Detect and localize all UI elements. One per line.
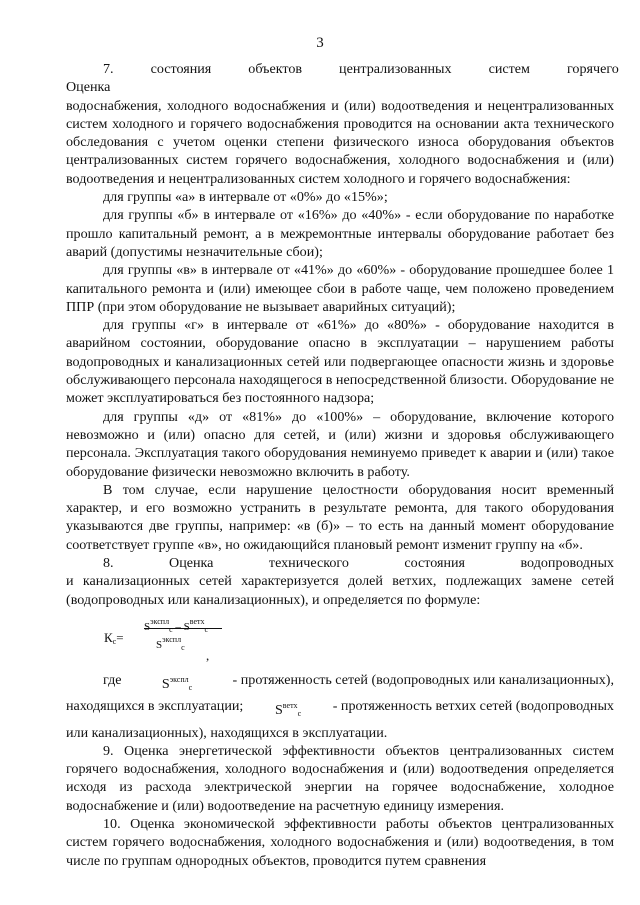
group-g-text: для группы «г» в интервале от «61%» до «80%» - оборудование находится в аварийном состоянии, оборудование опасно в эксплуатации – нарушением работы водопроводных и канализационных сетей или подвергающее опасности жизнь и здоровье обслуживающего персонала находящегося в непосредственной близости. Оборудование не может эксплуатироваться без постоянного надзора;	[66, 317, 614, 407]
formula-lhs: $К_с=$	[104, 629, 124, 646]
symbol-s-expl: $S^{экспл}_с$	[161, 674, 193, 692]
legend-line-3: или канализационных), находящихся в эксплуатации.	[66, 724, 388, 741]
legend-line-2	[66, 697, 614, 723]
document-body	[66, 60, 619, 870]
formula-numerator: $S^{экспл}_с - S^{ветх}_с$	[144, 616, 209, 634]
word: состояния	[404, 555, 466, 572]
legend-text: - протяженность сетей (водопроводных или канализационных),	[232, 671, 614, 688]
word: 7. Оценка	[66, 61, 114, 96]
paragraph-7	[66, 60, 619, 188]
paragraph-10: 10. Оценка экономической эффективности работы объектов централизованных систем горячего водоснабжения, холодного водоснабжения и (или) водоотведения, в том числе по группам однородных объектов, проводится путем сравнения	[66, 815, 614, 869]
paragraph-9: 9. Оценка энергетической эффективности объектов централизованных систем горячего водоснабжения, холодного водоснабжения и (или) водоотведения определяется исходя из расхода электрической энергии на горячее водоснабжение, холодное водоснабжение и (или) водоотведение на расчетную единицу измерения.	[66, 742, 614, 814]
formula-denominator: $S^{экспл}_с$	[156, 634, 185, 652]
page-number: 3	[316, 35, 324, 51]
legend-text: - протяженность ветхих сетей (водопроводных	[332, 698, 614, 715]
group-a-text: для группы «а» в интервале от «0%» до «15%»;	[103, 189, 388, 206]
paragraph-8-first-line	[66, 554, 614, 572]
temporary-damage-text: В том случае, если нарушение целостности оборудования носит временный характер, и его возможно устранить в результате ремонта, для такого оборудования указываются две группы, например: «в (б)» – то есть на данный момент оборудование соответствует группе «в», но ожидающийся плановый ремонт изменит группу на «б».	[66, 481, 614, 553]
group-v-text: для группы «в» в интервале от «41%» до «60%» - оборудование прошедшее более 1 капитального ремонта и (или) имеющее сбои в работе чаще, чем положено проведением ППР (при этом оборудование не вызывает аварийных ситуаций);	[66, 262, 614, 315]
word: где	[103, 671, 122, 688]
wear-formula	[66, 611, 614, 667]
formula-comma: ,	[206, 647, 210, 663]
legend-line-1	[66, 671, 614, 697]
paragraph-8-text: и канализационных сетей характеризуется долей ветхих, подлежащих замене сетей (водопроводных или канализационных), и определяется по формуле:	[66, 573, 614, 608]
word: систем	[488, 61, 530, 77]
word: водопроводных	[520, 555, 614, 572]
word: Оценка	[169, 555, 214, 572]
paragraph-8	[66, 554, 614, 609]
formula-legend	[66, 671, 614, 742]
symbol-s-vetkh: $S^{ветх}_с$	[274, 701, 302, 719]
paragraph-7-text: водоснабжения, холодного водоснабжения и (или) водоотведения и нецентрализованных систем холодного и горячего водоснабжения проводится на основании акта технического обследования с учетом оценки степени физического износа оборудования объектов централизованных систем горячего водоснабжения, холодного водоснабжения и (или) водоотведения и нецентрализованных систем холодного и горячего водоснабжения:	[66, 97, 614, 187]
word: объектов	[248, 61, 303, 77]
word: горячего	[566, 61, 619, 77]
word: состояния	[150, 61, 212, 77]
group-b-text: для группы «б» в интервале от «16%» до «40%» - если оборудование по наработке прошло капитальный ремонт, а в межремонтные интервалы оборудование работает без аварий (допустимы незначительные сбои);	[66, 207, 614, 260]
paragraph-7-first-line	[66, 60, 619, 97]
legend-text: находящихся в эксплуатации;	[66, 698, 244, 715]
word: технического	[268, 555, 349, 572]
word: 8.	[103, 555, 114, 572]
group-d-text: для группы «д» от «81%» до «100%» – оборудование, включение которого невозможно и (или) опасно для сетей, и (или) жизни и здоровья обслуживающего персонала. Эксплуатация такого оборудования неминуемо приведет к аварии и (или) такое оборудование физически невозможно включить в работу.	[66, 408, 614, 480]
word: централизованных	[339, 61, 452, 77]
fraction-bar	[144, 628, 222, 629]
